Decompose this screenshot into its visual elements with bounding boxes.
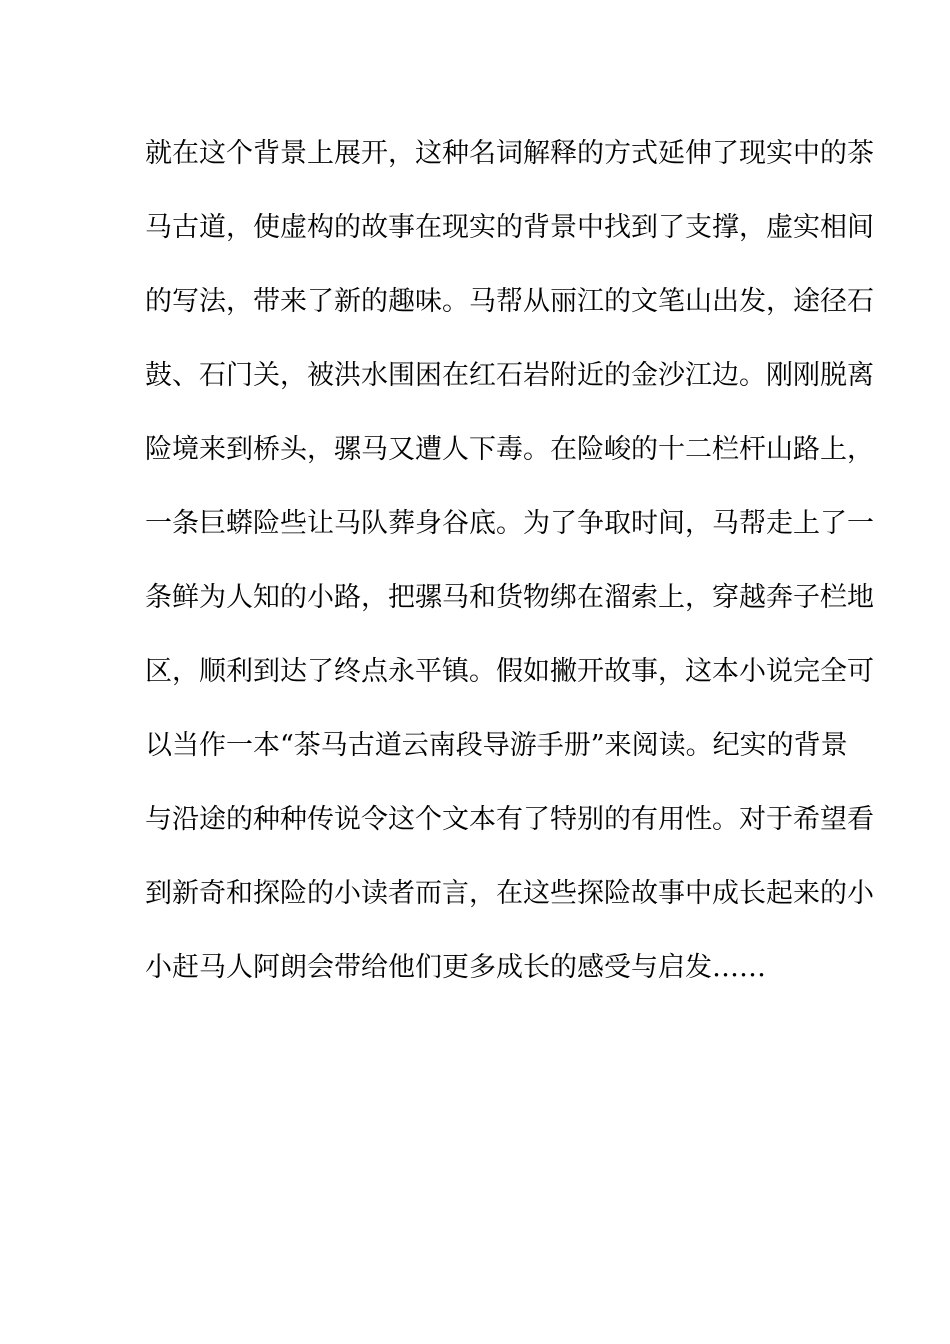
text-line: 鼓、石门关，被洪水围困在红石岩附近的金沙江边。刚刚脱离 (145, 360, 874, 391)
text-line: 条鲜为人知的小路，把骡马和货物绑在溜索上，穿越奔子栏地 (145, 582, 874, 613)
text-line: 一条巨蟒险些让马队葬身谷底。为了争取时间，马帮走上了一 (145, 508, 874, 539)
text-line: 以当作一本“茶马古道云南段导游手册”来阅读。纪实的背景 (145, 730, 848, 761)
text-line: 马古道，使虚构的故事在现实的背景中找到了支撑，虚实相间 (145, 212, 874, 243)
text-line: 就在这个背景上展开，这种名词解释的方式延伸了现实中的茶 (145, 138, 874, 169)
text-line: 与沿途的种种传说令这个文本有了特别的有用性。对于希望看 (145, 804, 874, 835)
text-line: 小赶马人阿朗会带给他们更多成长的感受与启发…… (145, 952, 766, 983)
text-line: 到新奇和探险的小读者而言，在这些探险故事中成长起来的小 (145, 878, 874, 909)
text-line: 区，顺利到达了终点永平镇。假如撇开故事，这本小说完全可 (145, 656, 874, 687)
text-line: 的写法，带来了新的趣味。马帮从丽江的文笔山出发，途径石 (145, 286, 874, 317)
body-paragraph (145, 134, 874, 1022)
text-line: 险境来到桥头，骡马又遭人下毒。在险峻的十二栏杆山路上， (145, 434, 874, 465)
